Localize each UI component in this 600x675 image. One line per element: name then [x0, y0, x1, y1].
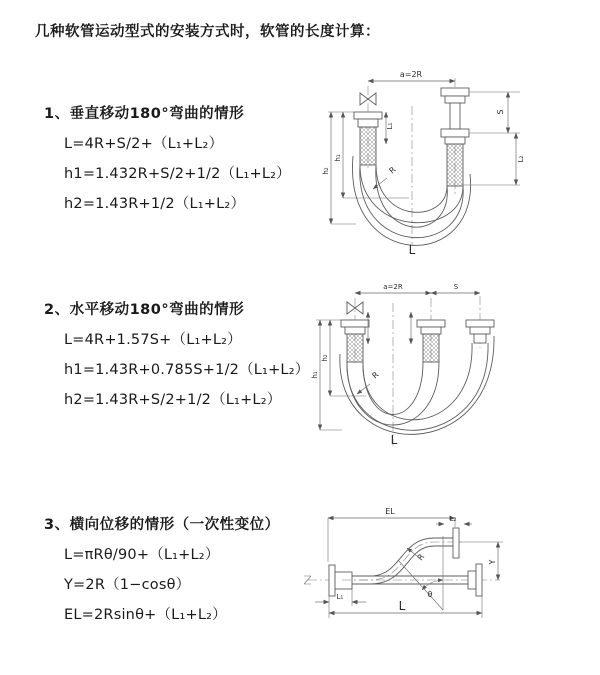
radius-label: R [415, 552, 427, 563]
braided-hose-section [347, 334, 363, 362]
angle-theta-label: θ [427, 590, 433, 599]
formula-el: EL=2Rsinθ+（L₁+L₂） [64, 607, 227, 623]
formula-length: L=4R+1.57S+（L₁+L₂） [64, 332, 242, 348]
braided-hose-section [447, 144, 463, 186]
dim-h1-label: h₁ [311, 371, 319, 379]
section-3-heading: 3、横向位移的情形（一次性变位） [44, 517, 280, 533]
dim-l1 [315, 589, 366, 606]
dim-s-label: S [453, 283, 459, 291]
left-flange [329, 565, 352, 596]
center-lines [368, 78, 455, 246]
dim-y-label: Y [488, 559, 497, 565]
section-2-formulas [64, 332, 324, 409]
formula-y: Y=2R（1−cosθ） [64, 577, 191, 593]
formula-h2: h2=1.43R+1/2（L₁+L₂） [64, 196, 246, 212]
dim-h2-label: h₂ [322, 167, 330, 175]
fitting-length-dims [368, 312, 411, 344]
formula-length: L=πRθ/90+（L₁+L₂） [64, 547, 220, 563]
dim-el-label: EL [385, 507, 395, 516]
section-3-formulas [64, 547, 324, 624]
upper-flange [453, 528, 459, 558]
dim-a2r-label: a=2R [399, 70, 423, 79]
dim-a2r-label: a=2R [383, 283, 403, 291]
dim-l1-label: L₁ [386, 122, 394, 130]
hose-length-label: L [408, 243, 416, 257]
dim-s [431, 283, 480, 293]
formula-h1: h1=1.43R+0.785S+1/2（L₁+L₂） [64, 362, 310, 378]
page-title: 几种软管运动型式的安装方式时，软管的长度计算： [35, 24, 380, 40]
moved-fitting [466, 320, 494, 343]
hose-length-label: L [390, 433, 398, 447]
dim-h1-label: h₁ [334, 154, 342, 162]
formula-h2: h2=1.43R+S/2+1/2（L₁+L₂） [64, 392, 282, 408]
radius-label: R [370, 370, 381, 381]
dim-s [463, 92, 525, 185]
dim-l1 [386, 112, 394, 144]
lateral-displacement-diagram [298, 498, 598, 643]
dim-a2r [368, 70, 455, 81]
dim-l2-label: L₂ [449, 515, 457, 523]
right-flange [468, 564, 482, 596]
middle-fitting [417, 320, 445, 362]
dim-h2-label: h₂ [321, 354, 329, 362]
right-fitting [441, 88, 469, 186]
dim-h1 [311, 320, 342, 430]
formula-length: L=4R+S/2+（L₁+L₂） [64, 136, 224, 152]
vertical-move-180-bend-diagram [312, 66, 592, 261]
dim-l-label: L [398, 599, 406, 613]
dim-el [328, 507, 455, 562]
braided-hose-section [423, 334, 439, 362]
dim-a2r [355, 283, 431, 293]
left-fitting [354, 112, 382, 165]
radius-callout [357, 370, 381, 394]
section-2-heading: 2、水平移动180°弯曲的情形 [44, 302, 245, 318]
dim-l2-label: L₂ [517, 155, 525, 163]
left-fitting [341, 320, 369, 362]
dim-l2 [436, 515, 472, 524]
braided-hose-section [360, 127, 376, 165]
section-lateral-displacement [44, 513, 324, 624]
section-horizontal-move [44, 298, 324, 409]
dim-h2 [322, 112, 356, 224]
section-vertical-move [44, 102, 324, 213]
dim-s-label: S [496, 109, 505, 115]
dim-l1-label: L₁ [336, 593, 344, 601]
section-1-heading: 1、垂直移动180°弯曲的情形 [44, 106, 245, 122]
displaced-hose-s-curve [342, 538, 464, 584]
horizontal-move-180-bend-diagram [308, 278, 598, 453]
section-1-formulas [64, 136, 324, 213]
formula-h1: h1=1.432R+S/2+1/2（L₁+L₂） [64, 166, 291, 182]
radius-label: R [387, 165, 398, 176]
